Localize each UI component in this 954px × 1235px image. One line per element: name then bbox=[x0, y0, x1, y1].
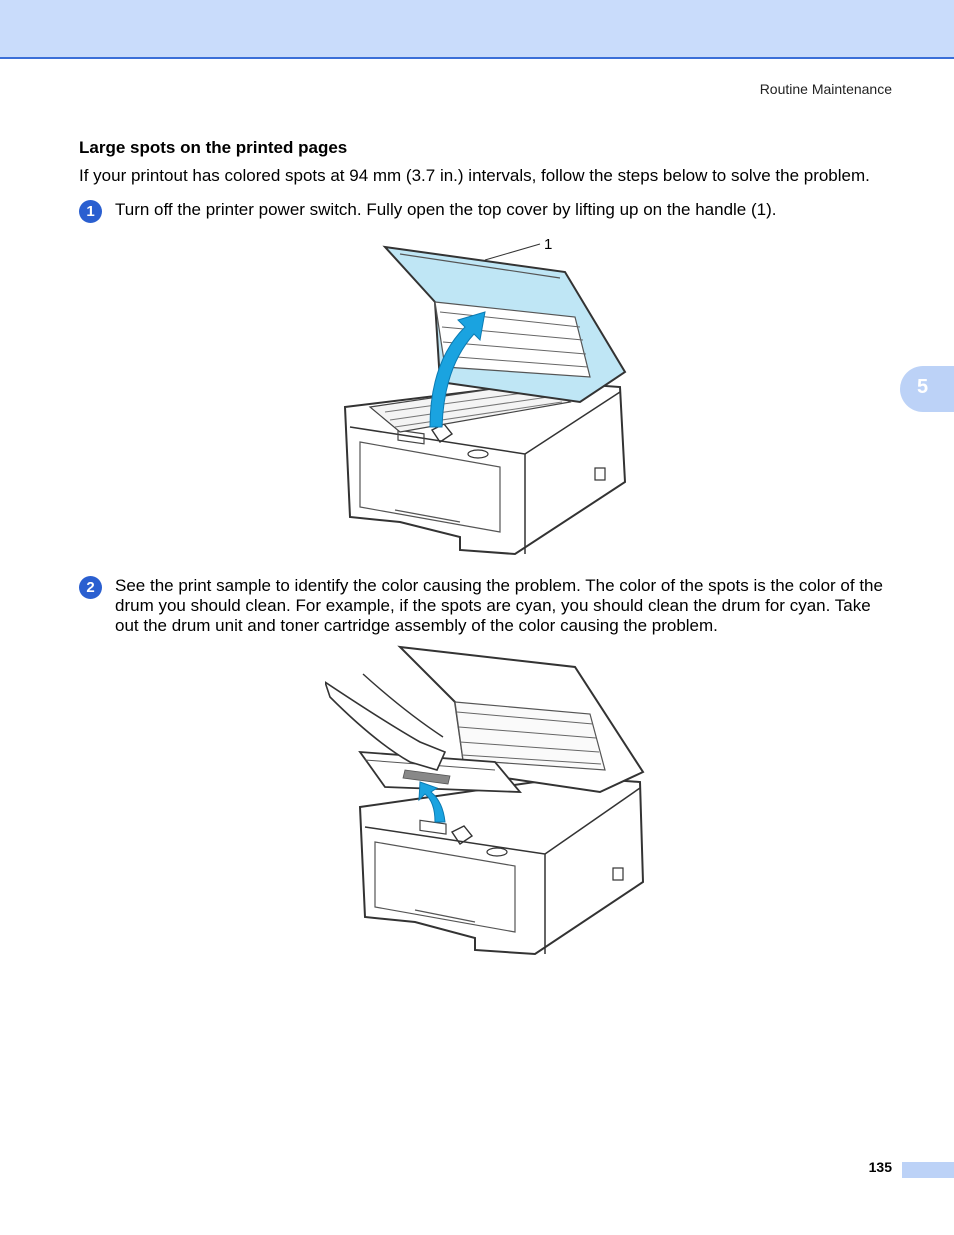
figure-printer-cover-open bbox=[340, 232, 640, 562]
running-head: Routine Maintenance bbox=[759, 81, 892, 97]
step-2-marker: 2 bbox=[79, 576, 102, 599]
chapter-tab[interactable] bbox=[900, 366, 954, 412]
chapter-number: 5 bbox=[917, 376, 929, 398]
page-number: 135 bbox=[868, 1159, 892, 1175]
section-title: Large spots on the printed pages bbox=[79, 138, 348, 157]
footer-bar bbox=[902, 1162, 954, 1178]
step-1-marker: 1 bbox=[79, 200, 102, 223]
top-band bbox=[0, 0, 954, 59]
step-2-text: See the print sample to identify the color causing the problem. The color of the spots is the color of the drum you should clean. For example, if the spots are cyan, you should clean the drum for cyan. Take out the drum unit and toner cartridge assembly of the color causing the problem. bbox=[115, 576, 883, 635]
figure1-callout-label: 1 bbox=[544, 236, 553, 253]
step-1-text: Turn off the printer power switch. Fully open the top cover by lifting up on the handle (1). bbox=[115, 200, 777, 219]
intro-text: If your printout has colored spots at 94 mm (3.7 in.) intervals, follow the steps below to solve the problem. bbox=[79, 166, 870, 185]
figure-remove-drum-unit bbox=[325, 642, 650, 960]
